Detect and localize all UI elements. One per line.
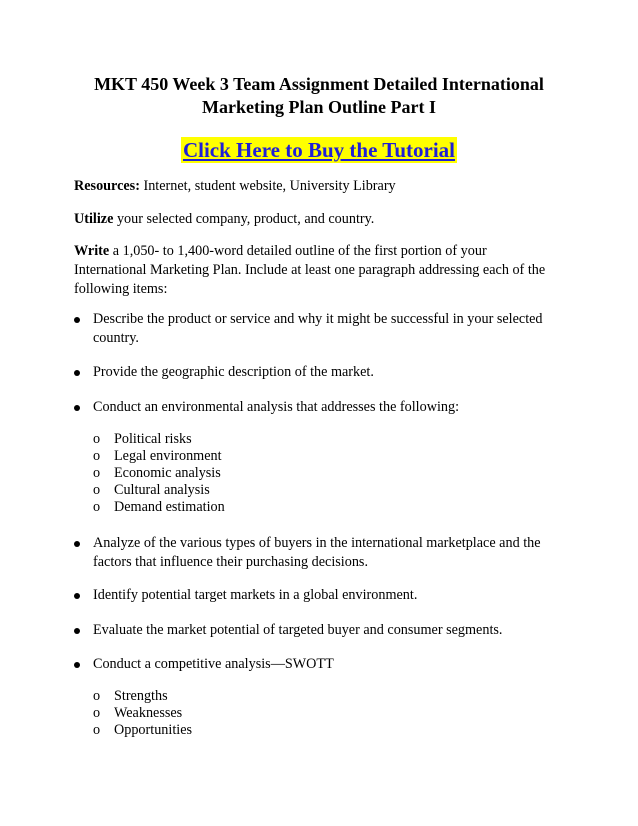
circle-marker-icon: o: [93, 688, 101, 704]
bullet-line: factors that influence their purchasing decisions.: [93, 554, 368, 570]
bullet-line: Provide the geographic description of the market.: [93, 364, 374, 380]
bullet-icon: [74, 593, 80, 599]
cta-container: [0, 137, 638, 163]
document-page: MKT 450 Week 3 Team Assignment Detailed International Marketing Plan Outline Part I Click Here to Buy the Tutorial Resources: Internet, student website, University Library Utilize your selected company, product, and country. Write a 1,050- to 1,400-word detailed outline of the first portion of your International Marketing Plan. Include at least one paragraph addressing each of the following items: Describe the product or service and why it might be successful in your selected country. Provide the geographic description of the market. Conduct an environmental analysis that addresses the following: o Political risks o Legal environment o Economic analysis o Cultural analysis o Demand estimation Analyze of the various types of buyers in the international marketplace and the factors that influence their purchasing decisions. Identify potential target markets in a global environment. Evaluate the market potential of targeted buyer and consumer segments. Conduct a competitive analysis—SWOTT o Strengths o Weaknesses o Opportunities: [0, 0, 638, 826]
buy-tutorial-link[interactable]: Click Here to Buy the Tutorial: [182, 138, 456, 162]
bullet-icon: [74, 541, 80, 547]
bullet-line: country.: [93, 330, 139, 346]
utilize-label: Utilize: [74, 211, 114, 227]
bullet-icon: [74, 317, 80, 323]
resources-paragraph: [74, 177, 566, 196]
bullet-line: Conduct a competitive analysis—SWOTT: [93, 656, 334, 672]
bullet-icon: [74, 405, 80, 411]
write-line-2: International Marketing Plan. Include at least one paragraph addressing each of the: [74, 262, 546, 278]
bullet-line: Evaluate the market potential of targeted buyer and consumer segments.: [93, 622, 503, 638]
write-label: Write: [74, 243, 110, 259]
circle-marker-icon: o: [93, 482, 101, 498]
resources-label: Resources:: [74, 178, 140, 194]
document-title: [60, 73, 578, 119]
circle-marker-icon: o: [93, 499, 101, 515]
bullet-icon: [74, 662, 80, 668]
write-paragraph: [74, 242, 566, 299]
bullet-line: Identify potential target markets in a global environment.: [93, 587, 418, 603]
bullet-line: Analyze of the various types of buyers in the international marketplace and the: [93, 535, 541, 551]
bullet-icon: [74, 628, 80, 634]
write-line-3: following items:: [74, 281, 168, 297]
bullet-icon: [74, 370, 80, 376]
circle-marker-icon: o: [93, 431, 101, 447]
write-line-1: a 1,050- to 1,400-word detailed outline of the first portion of your: [109, 243, 487, 259]
utilize-paragraph: [74, 210, 566, 229]
circle-marker-icon: o: [93, 722, 101, 738]
circle-marker-icon: o: [93, 448, 101, 464]
circle-marker-icon: o: [93, 705, 101, 721]
title-line-2: Marketing Plan Outline Part I: [202, 97, 436, 117]
resources-text: Internet, student website, University Library: [139, 178, 396, 194]
circle-marker-icon: o: [93, 465, 101, 481]
bullet-line: Describe the product or service and why it might be successful in your selected: [93, 311, 543, 327]
title-line-1: MKT 450 Week 3 Team Assignment Detailed International: [94, 74, 544, 94]
utilize-text: your selected company, product, and country.: [113, 211, 375, 227]
bullet-line: Conduct an environmental analysis that addresses the following:: [93, 399, 460, 415]
